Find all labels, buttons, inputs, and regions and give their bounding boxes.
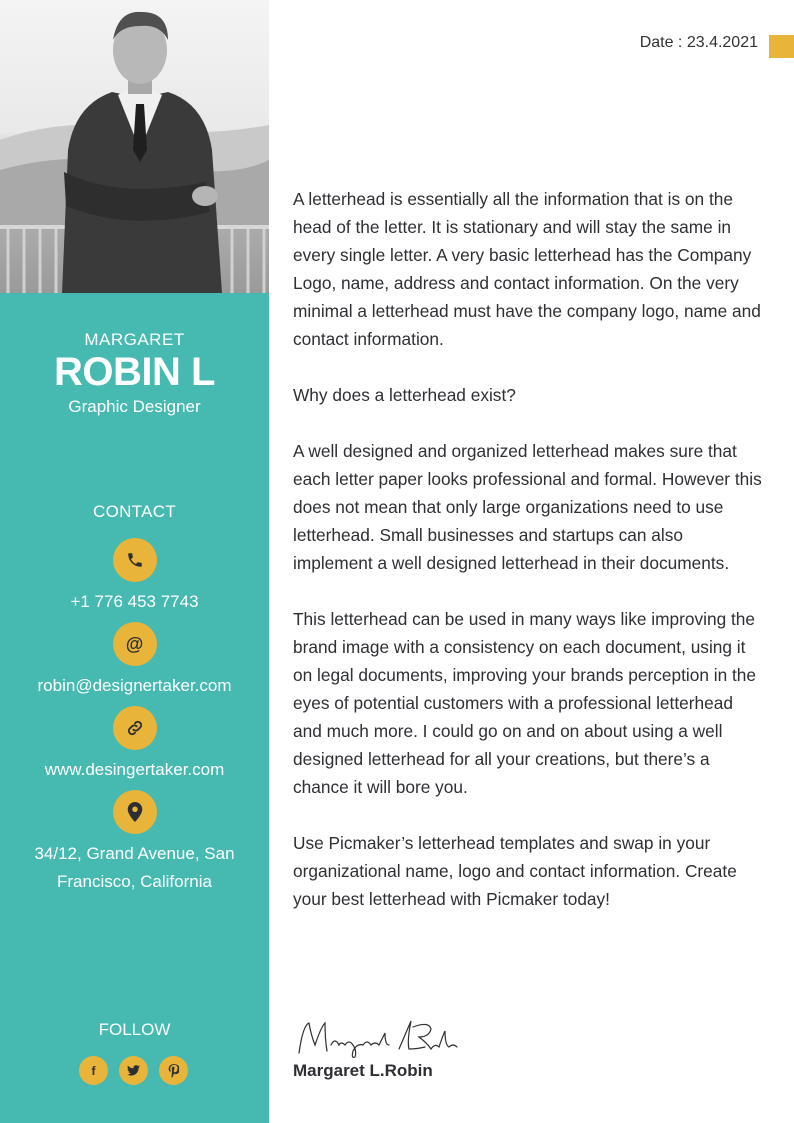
facebook-icon[interactable]: f (79, 1056, 108, 1085)
twitter-icon[interactable] (119, 1056, 148, 1085)
phone-number: +1 776 453 7743 (70, 592, 199, 611)
paragraph: A well designed and organized letterhead makes sure that each letter paper looks professional and formal. However this does not mean that only large organizations need to use letterhead. Small businesses and startups can also implement a well designed letterhead in their documents. (293, 441, 762, 573)
address-item (0, 790, 269, 896)
at-sign-icon: @ (113, 622, 157, 666)
handwritten-signature (295, 1015, 460, 1064)
email-item (0, 622, 269, 700)
contact-heading: CONTACT (93, 502, 176, 521)
paragraph: Use Picmaker’s letterhead templates and swap in your organizational name, logo and contact information. Create your best letterhead with Picmaker today! (293, 833, 737, 909)
accent-square (769, 35, 794, 58)
sidebar (0, 0, 269, 1123)
address (0, 840, 269, 896)
letter-date: Date : 23.4.2021 (639, 34, 758, 51)
paragraph: A letterhead is essentially all the information that is on the head of the letter. It is stationary and will stay the same in every single letter. A very basic letterhead has the Company Logo, name, address and contact information. On the very minimal a letterhead must have the company logo, name and contact information. (293, 189, 761, 349)
name-block (0, 330, 269, 418)
website-url[interactable]: www.desingertaker.com (44, 760, 225, 779)
pinterest-icon[interactable] (159, 1056, 188, 1085)
paragraph: This letterhead can be used in many ways like improving the brand image with a consistency on each document, using it on legal documents, improving your brands perception in the eyes of potential customers with a professional letterhead and much more. I could go on and on about using a well designed letterhead for all your creations, but there’s a chance it will bore you. (293, 609, 757, 797)
address-line-1: 34/12, Grand Avenue, San (34, 844, 235, 863)
first-name: MARGARET (84, 330, 185, 349)
address-line-2: Francisco, California (57, 872, 212, 891)
signer-name: Margaret L.Robin (293, 1061, 433, 1080)
last-name: ROBIN L (54, 350, 215, 394)
letter-body (293, 185, 765, 941)
phone-item (0, 538, 269, 616)
paragraph: Why does a letterhead exist? (293, 385, 516, 405)
phone-icon (113, 538, 157, 582)
link-icon (113, 706, 157, 750)
job-title: Graphic Designer (68, 397, 201, 416)
follow-heading: FOLLOW (98, 1020, 171, 1039)
location-pin-icon (113, 790, 157, 834)
website-item (0, 706, 269, 784)
profile-photo (0, 0, 269, 293)
email-address[interactable]: robin@designertaker.com (37, 676, 232, 695)
social-links (79, 1056, 188, 1085)
